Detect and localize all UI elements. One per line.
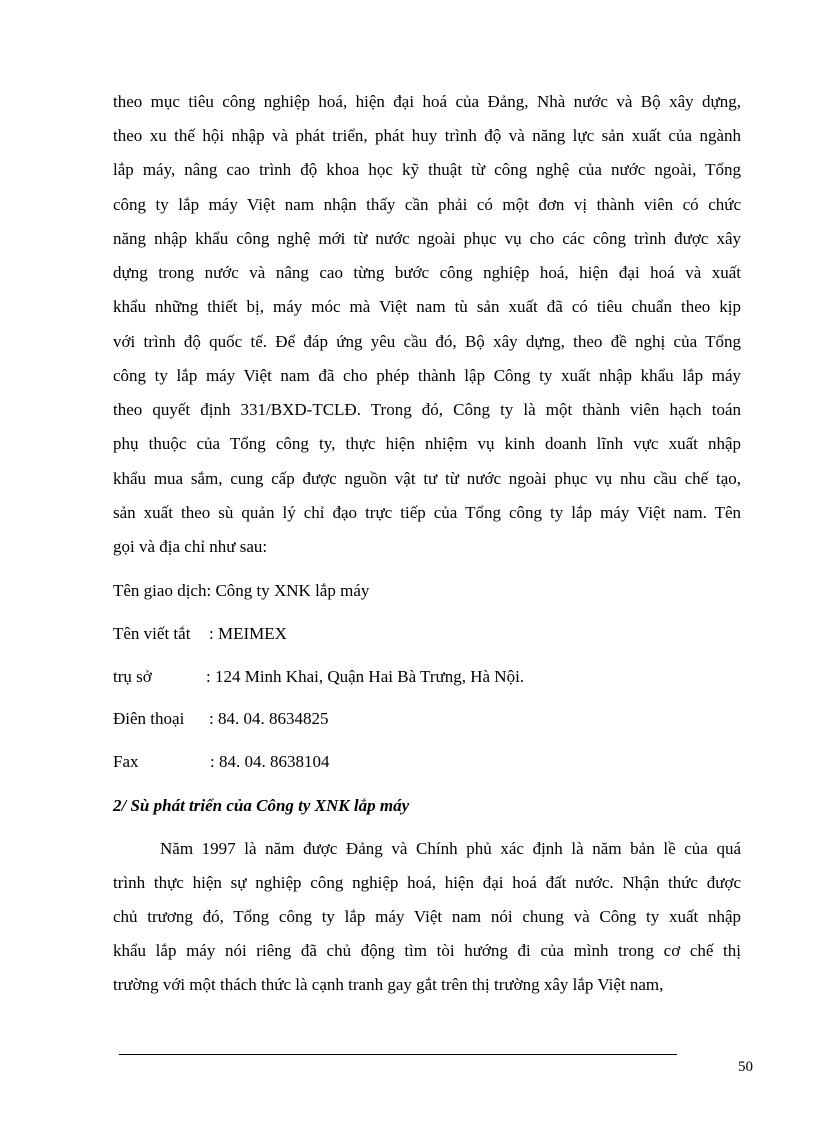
- paragraph1-line: công ty lắp máy Việt nam đã cho phép thành lập Công ty xuất nhập khẩu lắp máy: [113, 366, 741, 385]
- paragraph2-line: trình thực hiện sự nghiệp công nghiệp hoá, hiện đại hoá đất nước. Nhận thức được: [113, 873, 741, 892]
- paragraph1-line: theo xu thế hội nhập và phát triển, phát huy trình độ và năng lực sản xuất của ngành: [113, 126, 741, 145]
- paragraph1-line: năng nhập khẩu công nghệ mới từ nước ngoài phục vụ cho các công trình được xây: [113, 229, 741, 248]
- paragraph2-line: khẩu lắp máy nói riêng đã chủ động tìm tòi hướng đi của mình trong cơ chế thị: [113, 941, 741, 960]
- paragraph2-line: chủ trương đó, Tổng công ty lắp máy Việt nam nói chung và Công ty xuất nhập: [113, 907, 741, 926]
- paragraph1-line: khẩu mua sắm, cung cấp được nguồn vật tư từ nước ngoài phục vụ nhu cầu chế tạo,: [113, 469, 741, 488]
- info-abbrev-value: : MEIMEX: [209, 624, 287, 643]
- paragraph1-line: theo quyết định 331/BXD-TCLĐ. Trong đó, Công ty là một thành viên hạch toán: [113, 400, 741, 419]
- page-number: 50: [738, 1059, 753, 1075]
- paragraph1-line: khẩu những thiết bị, máy móc mà Việt nam tù sản xuất đã có tiêu chuẩn theo kịp: [113, 297, 741, 316]
- info-trade-name: Tên giao dịch: Công ty XNK lắp máy: [113, 581, 370, 600]
- paragraph2-line: Năm 1997 là năm được Đảng và Chính phủ xác định là năm bản lề của quá: [160, 839, 741, 858]
- info-phone-label: Điên thoại: [113, 709, 185, 728]
- info-address-value: : 124 Minh Khai, Quận Hai Bà Trưng, Hà Nội.: [206, 667, 525, 686]
- paragraph1-line: lắp máy, nâng cao trình độ khoa học kỹ thuật từ công nghệ của nước ngoài, Tổng: [113, 160, 741, 179]
- paragraph1-line: công ty lắp máy Việt nam nhận thấy cần phải có một đơn vị thành viên có chức: [113, 195, 741, 214]
- info-abbrev-label: Tên viết tắt: [113, 624, 191, 643]
- info-address-label: trụ sở: [113, 667, 152, 686]
- paragraph1-line: phụ thuộc của Tổng công ty, thực hiện nhiệm vụ kinh doanh lĩnh vực xuất nhập: [113, 434, 741, 453]
- info-phone-value: : 84. 04. 8634825: [209, 709, 329, 728]
- section-heading: 2/ Sù phát triển của Công ty XNK lắp máy: [113, 796, 410, 815]
- footer-rule: [119, 1054, 677, 1055]
- info-fax-label: Fax: [113, 752, 139, 771]
- paragraph1-line: theo mục tiêu công nghiệp hoá, hiện đại hoá của Đảng, Nhà nước và Bộ xây dựng,: [113, 92, 741, 111]
- paragraph1-line: sản xuất theo sù quản lý chỉ đạo trực tiếp của Tổng công ty lắp máy Việt nam. Tên: [113, 503, 741, 522]
- info-fax-value: : 84. 04. 8638104: [210, 752, 330, 771]
- paragraph1-line: với trình độ quốc tế. Để đáp ứng yêu cầu đó, Bộ xây dựng, theo đề nghị của Tổng: [113, 332, 741, 351]
- paragraph1-line: dựng trong nước và nâng cao từng bước công nghiệp hoá, hiện đại hoá và xuất: [113, 263, 741, 282]
- paragraph2-line: trường với một thách thức là cạnh tranh gay gắt trên thị trường xây lắp Việt nam,: [113, 975, 664, 994]
- paragraph1-line: gọi và địa chỉ như sau:: [113, 537, 268, 556]
